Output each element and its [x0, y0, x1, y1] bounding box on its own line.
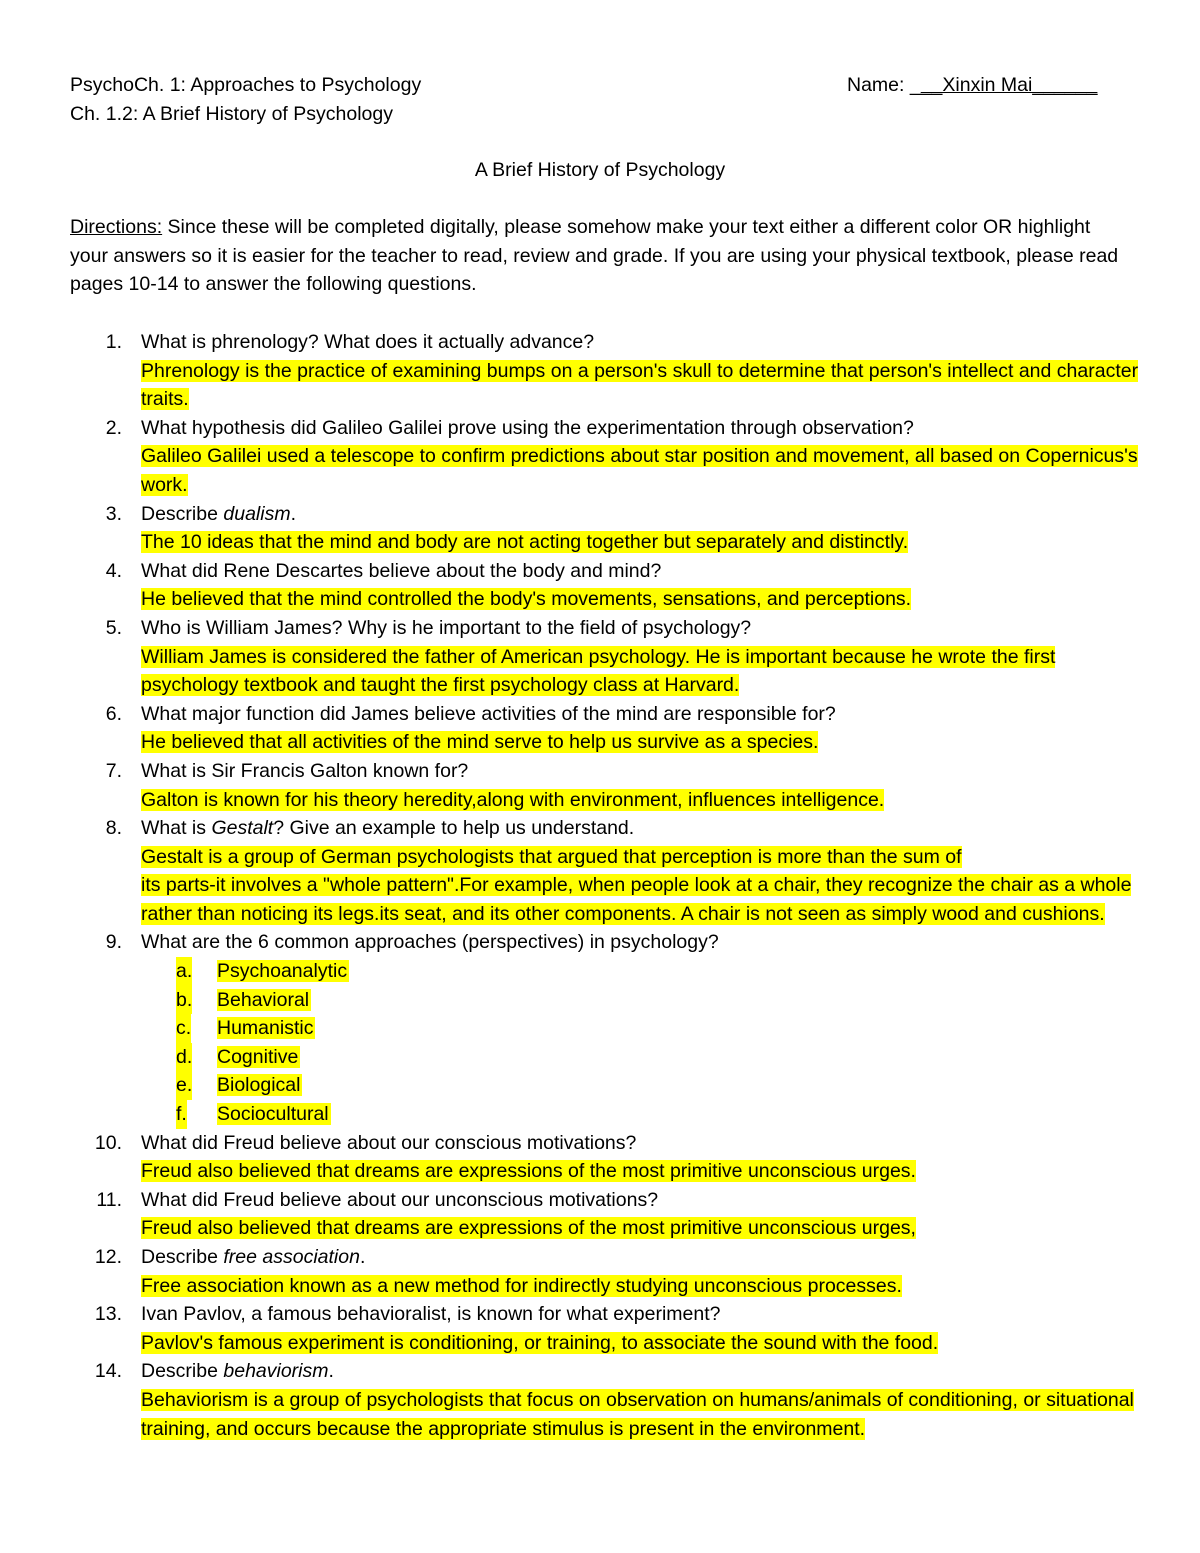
answer-text: Behaviorism is a group of psychologists that focus on observation on humans/animals of conditioning, or situational training, and occurs because the appropriate stimulus is present in the environment. — [141, 1388, 1134, 1440]
answer-text: Free association known as a new method for indirectly studying unconscious processes. — [141, 1274, 902, 1297]
question-number: 7. — [105, 759, 122, 782]
question-text: Ivan Pavlov, a famous behavioralist, is known for what experiment? — [141, 1303, 721, 1326]
answer-text: Freud also believed that dreams are expressions of the most primitive unconscious urges, — [141, 1217, 916, 1240]
directions-text: Since these will be completed digitally, please somehow make your text either a different color OR highlight your answers so it is easier for the teacher to read, review and grade. If you are using your physical textbook, please read pages 10-14 to answer the following questions. — [70, 216, 1119, 296]
question-number: 5. — [105, 616, 122, 639]
question-item — [0, 328, 1200, 414]
question-number: 12. — [94, 1246, 122, 1268]
approach-item — [0, 1014, 1200, 1043]
question-text: What is phrenology? What does it actually advance? — [141, 331, 595, 353]
approach-name: Psychoanalytic — [217, 960, 348, 983]
approach-name: Sociocultural — [217, 1103, 329, 1126]
student-name — [847, 71, 1097, 100]
approach-item — [0, 1071, 1200, 1100]
question-item — [0, 814, 1200, 928]
answer-text: Freud also believed that dreams are expressions of the most primitive unconscious urges. — [141, 1160, 916, 1183]
answer-text: Galileo Galilei used a telescope to confirm predictions about star position and movement, all based on Copernicus's work. — [141, 445, 1138, 496]
name-value: __Xinxin Mai______ — [920, 74, 1098, 96]
approach-name: Behavioral — [217, 988, 310, 1011]
question-item — [0, 1300, 1200, 1357]
header-block — [70, 71, 421, 129]
question-text-pre: What is — [141, 817, 212, 840]
answer-text: He believed that all activities of the mind serve to help us survive as a species. — [141, 731, 819, 754]
question-item — [0, 557, 1200, 614]
approach-letter: e. — [176, 1071, 192, 1100]
question-number: 10. — [94, 1131, 122, 1154]
approach-item — [0, 1100, 1200, 1129]
question-number: 4. — [105, 559, 122, 582]
approach-item — [0, 1043, 1200, 1072]
question-number: 11. — [96, 1188, 122, 1211]
question-text: What did Freud believe about our conscious motivations? — [141, 1131, 637, 1154]
question-text-post: . — [328, 1360, 334, 1383]
question-text: What did Freud believe about our unconscious motivations? — [141, 1188, 659, 1211]
question-item — [0, 700, 1200, 757]
answer-text-rest: its parts-it involves a "whole pattern".For example, when people look at a chair, they recognize the chair as a whole rather than noticing its legs.its seat, and its other components. A chair is not seen as simply wood and cushions. — [141, 874, 1132, 925]
question-text: What is Sir Francis Galton known for? — [141, 759, 469, 782]
approach-name: Biological — [217, 1074, 301, 1097]
question-number: 1. — [105, 331, 122, 353]
directions — [70, 213, 1130, 299]
question-text-post: . — [359, 1246, 366, 1268]
approach-item — [0, 957, 1200, 986]
approach-letter: b. — [176, 986, 192, 1015]
question-item — [0, 614, 1200, 700]
answer-text: He believed that the mind controlled the body's movements, sensations, and perceptions. — [141, 588, 912, 611]
question-text: What major function did James believe activities of the mind are responsible for? — [141, 702, 836, 725]
question-term: dualism — [223, 502, 291, 525]
question-item — [0, 1129, 1200, 1186]
question-item — [0, 1357, 1200, 1443]
question-list — [0, 328, 1200, 1443]
name-label: Name: _ — [847, 74, 921, 96]
question-text-post: ? Give an example to help us understand. — [273, 817, 635, 840]
answer-text: William James is considered the father of American psychology. He is important because he wrote the first psychology textbook and taught the first psychology class at Harvard. — [141, 645, 1056, 697]
question-number: 13. — [94, 1303, 122, 1326]
question-number: 9. — [105, 931, 122, 954]
question-text: What hypothesis did Galileo Galilei prove using the experimentation through observation? — [141, 416, 914, 439]
question-number: 3. — [105, 502, 122, 525]
approach-letter: a. — [176, 957, 192, 986]
question-number: 6. — [105, 702, 122, 725]
answer-text-line1: Gestalt is a group of German psychologists that argued that perception is more than the sum of — [141, 845, 962, 868]
answer-text: Galton is known for his theory heredity,along with environment, influences intelligence. — [141, 788, 885, 811]
course-title: PsychoCh. 1: Approaches to Psychology — [70, 74, 422, 96]
answer-text: Phrenology is the practice of examining bumps on a person's skull to determine that person's intellect and character traits. — [141, 359, 1139, 411]
question-text-pre: Describe — [141, 502, 224, 525]
approach-letter: f. — [176, 1100, 187, 1129]
question-text-post: . — [290, 502, 296, 525]
question-text: What are the 6 common approaches (perspectives) in psychology? — [141, 931, 719, 954]
question-item — [0, 928, 1200, 1128]
question-text: What did Rene Descartes believe about the body and mind? — [141, 559, 662, 582]
question-number: 8. — [105, 817, 122, 840]
question-text-pre: Describe — [141, 1246, 224, 1268]
question-number: 2. — [105, 416, 122, 439]
question-item — [0, 1186, 1200, 1243]
question-item — [0, 500, 1200, 557]
question-item — [0, 414, 1200, 500]
answer-text: Pavlov's famous experiment is conditioning, or training, to associate the sound with the food. — [141, 1331, 939, 1354]
question-text: Who is William James? Why is he important to the field of psychology? — [141, 616, 752, 639]
directions-label: Directions: — [70, 216, 163, 238]
question-term: Gestalt — [211, 817, 274, 840]
question-item — [0, 1243, 1200, 1300]
question-number: 14. — [94, 1360, 122, 1383]
question-term: free association — [223, 1246, 360, 1268]
section-title: Ch. 1.2: A Brief History of Psychology — [70, 103, 393, 125]
approach-letter: c. — [176, 1014, 191, 1043]
page-title: A Brief History of Psychology — [474, 159, 726, 181]
question-text-pre: Describe — [141, 1360, 224, 1383]
question-term: behaviorism — [223, 1360, 329, 1383]
approach-name: Humanistic — [217, 1017, 314, 1040]
answer-text: The 10 ideas that the mind and body are not acting together but separately and distinctly. — [141, 531, 909, 554]
approach-letter: d. — [176, 1043, 192, 1072]
question-item — [0, 757, 1200, 814]
approach-item — [0, 986, 1200, 1015]
approach-name: Cognitive — [217, 1045, 299, 1068]
